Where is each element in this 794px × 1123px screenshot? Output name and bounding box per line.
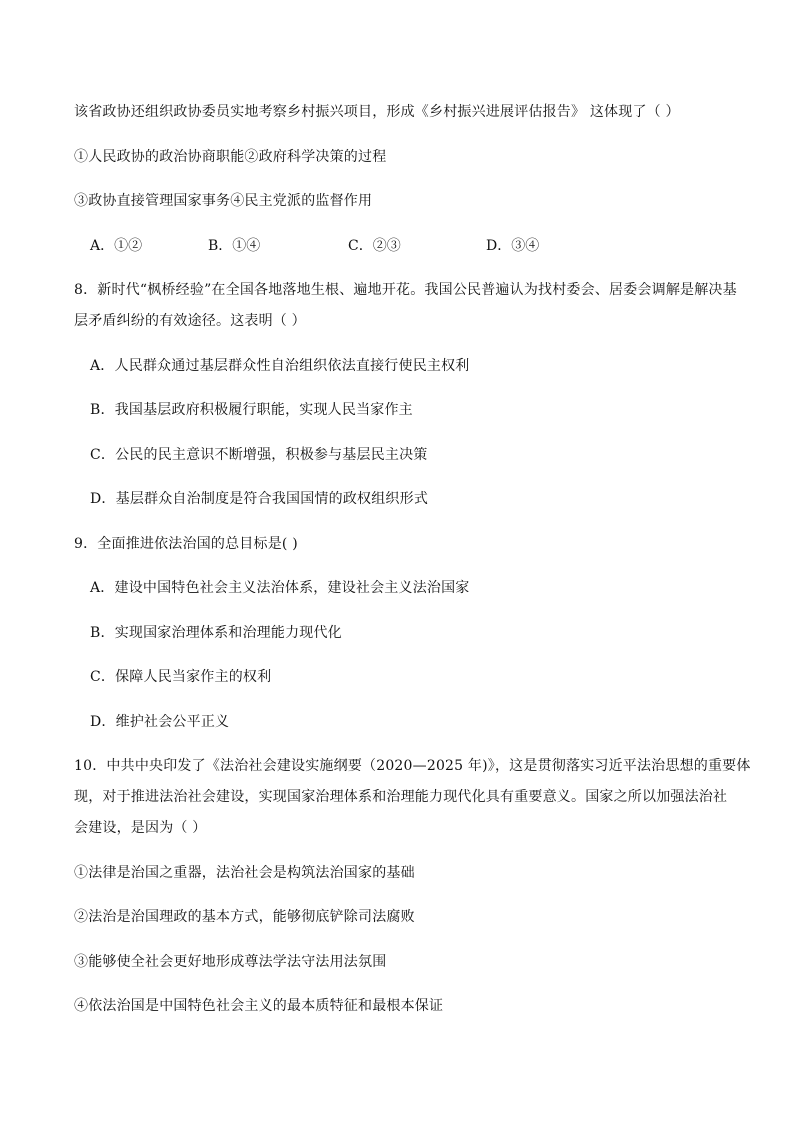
q9-option-c: C．保障人民当家作主的权利 <box>90 669 272 685</box>
q8-option-b: B．我国基层政府积极履行职能，实现人民当家作主 <box>90 402 413 418</box>
q10-stem-line-1: 10．中共中央印发了《法治社会建设实施纲要（2020—2025 年)》，这是贯彻落实习近平法治思想的重要体 <box>74 758 751 774</box>
q7-option-b: B．①④ <box>208 238 261 254</box>
q7-option-d: D．③④ <box>486 238 540 254</box>
q7-option-a: A．①② <box>90 238 143 254</box>
q10-stem-line-3: 会建设，是因为（ ） <box>74 820 207 836</box>
q8-option-d: D．基层群众自治制度是符合我国国情的政权组织形式 <box>90 491 429 507</box>
q8-option-c: C．公民的民主意识不断增强，积极参与基层民主决策 <box>90 447 428 463</box>
q8-stem-line-2: 层矛盾纠纷的有效途径。这表明（ ） <box>74 313 306 329</box>
q7-stem: 该省政协还组织政协委员实地考察乡村振兴项目，形成《乡村振兴进展评估报告》 这体现了（ ） <box>74 104 680 120</box>
q8-stem-line-1: 8．新时代“枫桥经验”在全国各地落地生根、遍地开花。我国公民普遍认为找村委会、居委会调解是解决基 <box>74 282 737 298</box>
q10-item-2: ②法治是治国理政的基本方式，能够彻底铲除司法腐败 <box>74 909 415 925</box>
q10-item-1: ①法律是治国之重器，法治社会是构筑法治国家的基础 <box>74 865 415 881</box>
q7-item-2: ③政协直接管理国家事务④民主党派的监督作用 <box>74 193 373 209</box>
q9-option-a: A．建设中国特色社会主义法治体系，建设社会主义法治国家 <box>90 580 470 596</box>
q10-stem-line-2: 现，对于推进法治社会建设，实现国家治理体系和治理能力现代化具有重要意义。国家之所以加强法治社 <box>74 789 728 805</box>
q7-option-c: C．②③ <box>348 238 401 254</box>
q7-item-1: ①人民政协的政治协商职能②政府科学决策的过程 <box>74 149 387 165</box>
q10-item-4: ④依法治国是中国特色社会主义的最本质特征和最根本保证 <box>74 998 444 1014</box>
q10-item-3: ③能够使全社会更好地形成尊法学法守法用法氛围 <box>74 954 387 970</box>
q9-stem: 9．全面推进依法治国的总目标是( ) <box>74 536 298 552</box>
q8-option-a: A．人民群众通过基层群众性自治组织依法直接行使民主权利 <box>90 358 470 374</box>
q9-option-b: B．实现国家治理体系和治理能力现代化 <box>90 625 342 641</box>
q9-option-d: D．维护社会公平正义 <box>90 714 230 730</box>
